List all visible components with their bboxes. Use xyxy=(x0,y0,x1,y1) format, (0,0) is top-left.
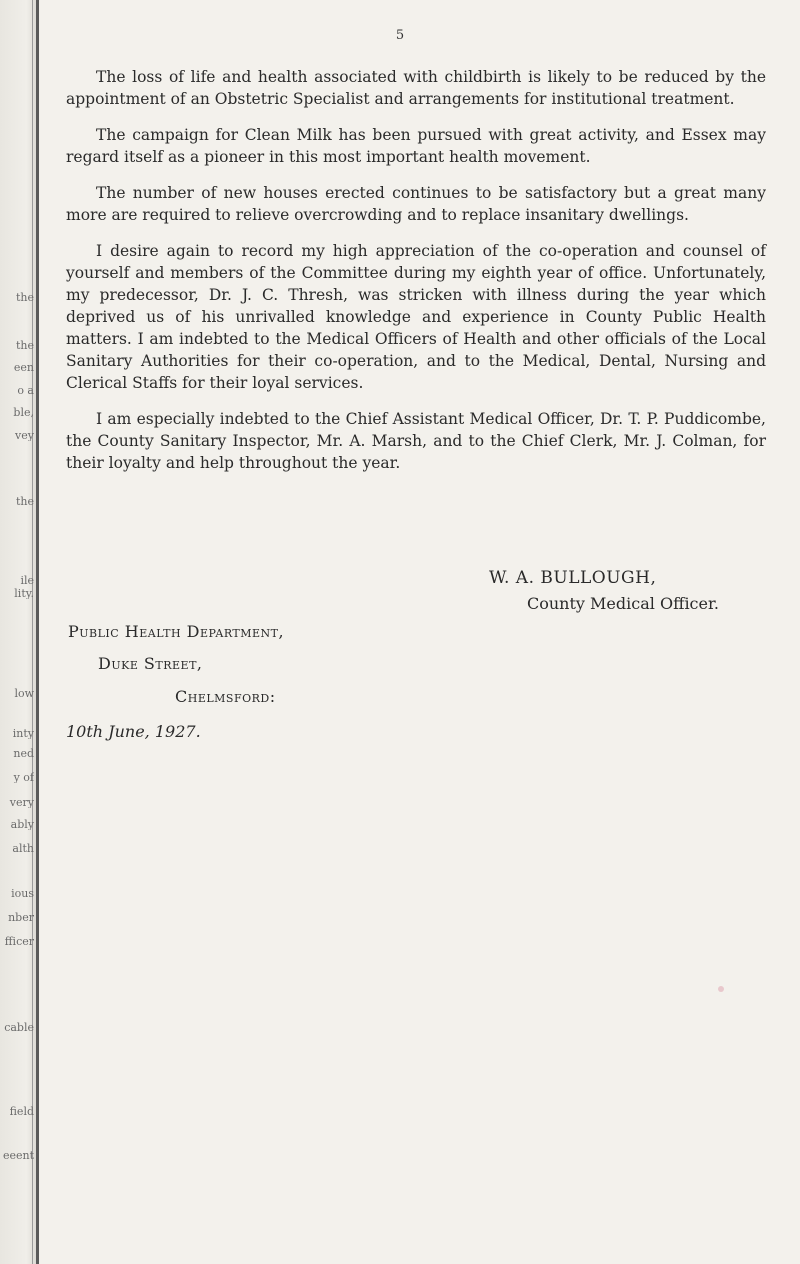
paragraph-housing: The number of new houses erected continues to be satisfactory but a great many more are required to relieve overcrowding and to replace insanitary dwellings. xyxy=(66,184,766,224)
bleed-word: een xyxy=(13,362,34,373)
paragraph-acknowledgements: I am especially indebted to the Chief Assistant Medical Officer, Dr. T. P. Puddicombe, the County Sanitary Inspector, Mr. A. Marsh, and to the Chief Clerk, Mr. J. Colman, for their loyalty and help throughout the year. xyxy=(66,410,766,472)
bleed-word: o a xyxy=(17,385,34,396)
address-department: Public Health Department, xyxy=(68,622,285,641)
bleed-word: low xyxy=(14,688,34,699)
bleed-word: inty xyxy=(12,728,34,739)
bleed-word: eeent xyxy=(2,1150,34,1161)
bleed-word: the xyxy=(15,292,34,303)
paragraph-childbirth: The loss of life and health associated with childbirth is likely to be reduced by the appointment of an Obstetric Specialist and arrangements for institutional treatment. xyxy=(66,68,766,108)
bleed-word: ious xyxy=(11,888,34,899)
address-town: Chelmsford: xyxy=(175,687,276,706)
bleed-word: cable xyxy=(4,1022,34,1033)
signatory-name: W. A. BULLOUGH, xyxy=(489,568,657,588)
bleed-word: ile xyxy=(20,575,34,586)
bleed-word: ably xyxy=(10,819,34,830)
bleed-word: vey xyxy=(15,430,34,441)
binding-edge-line xyxy=(32,0,33,1264)
letter-date: 10th June, 1927. xyxy=(66,722,201,741)
paragraph-clean-milk: The campaign for Clean Milk has been pursued with great activity, and Essex may regard itself as a pioneer in this most important health movement. xyxy=(66,126,766,166)
paragraph-appreciation: I desire again to record my high appreciation of the co-operation and counsel of yourself and members of the Committee during my eighth year of office. Unfortunately, my predecessor, Dr. J. C. Thresh, was stricken with illness during the year which deprived us of his unrivalled knowledge and experience in County Public Health matters. I am indebted to the Medical Officers of Health and other officials of the Local Sanitary Authorities for their co-operation, and to the Medical, Dental, Nursing and Clerical Staffs for their loyal services. xyxy=(66,242,766,392)
bleed-word: ned xyxy=(13,748,34,759)
bleed-word: the xyxy=(15,496,34,507)
binding-fold xyxy=(36,0,39,1264)
bleed-word: lity. xyxy=(14,588,34,599)
paper-stain xyxy=(718,986,724,992)
bleed-word: nber xyxy=(8,912,34,923)
bleed-word: y of xyxy=(13,772,34,783)
address-street: Duke Street, xyxy=(98,654,203,673)
bleed-word: alth xyxy=(12,843,34,854)
bleed-word: ble, xyxy=(13,407,34,418)
bleed-word: fficer xyxy=(4,936,34,947)
bleed-word: the xyxy=(15,340,34,351)
signatory-title: County Medical Officer. xyxy=(527,594,719,613)
bleed-word: very xyxy=(9,797,34,808)
page-number: 5 xyxy=(395,28,405,43)
bleed-word: field xyxy=(9,1106,34,1117)
report-body xyxy=(66,66,766,488)
